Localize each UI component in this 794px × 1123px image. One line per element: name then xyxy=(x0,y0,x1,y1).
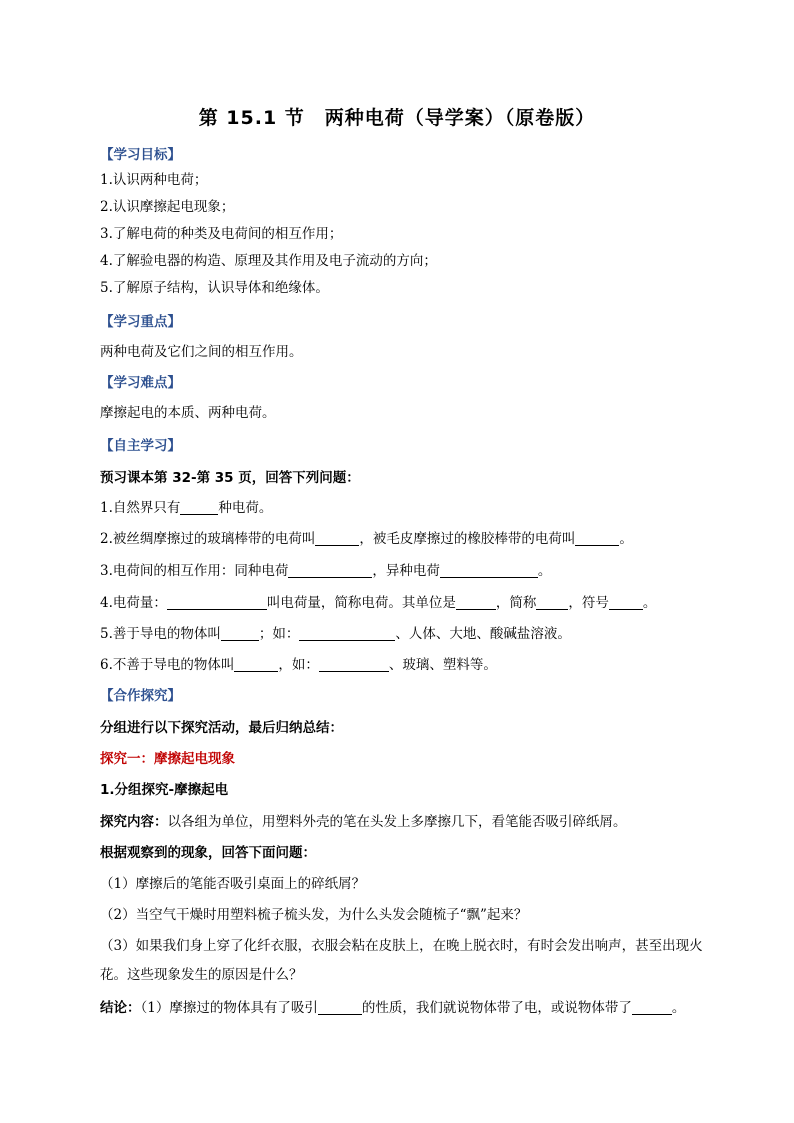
explore-1-title xyxy=(100,750,740,768)
content-text: 以各组为单位，用塑料外壳的笔在头发上多摩擦几下，看笔能否吸引碎纸屑。 xyxy=(167,814,627,830)
coop-heading: 【合作探究】 xyxy=(100,688,181,704)
q1-text: 1.自然界只有 xyxy=(100,500,181,516)
goals-heading: 【学习目标】 xyxy=(100,147,181,163)
q2-text: 2.被丝绸摩擦过的玻璃棒带的电荷叫 xyxy=(100,531,316,547)
content-label: 探究内容： xyxy=(100,814,168,830)
goal-item: 3.了解电荷的种类及电荷间的相互作用； xyxy=(100,226,343,242)
answer-blank xyxy=(221,626,259,641)
q3-text-end: 。 xyxy=(537,563,552,579)
conclusion-text: （1）摩擦过的物体具有了吸引 xyxy=(140,1000,318,1016)
answer-blank xyxy=(318,1000,362,1015)
q2-text-end: 。 xyxy=(619,531,633,547)
answer-blank xyxy=(456,595,496,610)
q5-text: 5.善于导电的物体叫 xyxy=(100,626,221,642)
answer-blank xyxy=(319,657,389,672)
q6-text: 6.不善于导电的物体叫 xyxy=(100,657,235,673)
goal-item: 5.了解原子结构，认识导体和绝缘体。 xyxy=(100,280,329,296)
answer-blank xyxy=(234,657,278,672)
question-2 xyxy=(100,530,740,548)
question-6 xyxy=(100,656,740,674)
question-4 xyxy=(100,594,740,612)
answer-blank xyxy=(315,531,359,546)
answer-blank xyxy=(288,563,372,578)
q2-text-mid: ，被毛皮摩擦过的橡胶棒带的电荷叫 xyxy=(359,531,576,547)
explore-content xyxy=(100,813,740,831)
difficulty-heading: 【学习难点】 xyxy=(100,375,181,391)
coop-intro: 分组进行以下探究活动，最后归纳总结： xyxy=(100,720,343,736)
q4-text: 4.电荷量： xyxy=(100,595,167,611)
goal-item: 4.了解验电器的构造、原理及其作用及电子流动的方向； xyxy=(100,253,437,269)
q4-text-d: ，符号 xyxy=(568,595,609,611)
q6-text-end: 、玻璃、塑料等。 xyxy=(388,657,497,673)
answer-blank xyxy=(609,595,643,610)
q4-text-end: 。 xyxy=(642,595,657,611)
answer-blank xyxy=(536,595,568,610)
answer-blank xyxy=(575,531,619,546)
observe-prompt: 根据观察到的现象，回答下面问题： xyxy=(100,845,316,861)
goal-item: 1.认识两种电荷； xyxy=(100,172,208,188)
conclusion-label: 结论： xyxy=(100,1000,141,1016)
page-title: 第 15.1 节 两种电荷（导学案）（原卷版） xyxy=(198,107,596,129)
conclusion xyxy=(100,999,740,1017)
focus-heading: 【学习重点】 xyxy=(100,314,181,330)
answer-blank xyxy=(167,595,267,610)
explore-1-subtitle: 1.分组探究-摩擦起电 xyxy=(100,782,229,798)
q3-text-mid: ，异种电荷 xyxy=(372,563,440,579)
answer-blank xyxy=(180,500,218,515)
answer-blank xyxy=(632,1000,672,1015)
self-study-intro: 预习课本第 32-第 35 页，回答下列问题： xyxy=(100,470,360,486)
q6-text-mid: ，如： xyxy=(278,657,319,673)
observe-question-1: （1）摩擦后的笔能否吸引桌面上的碎纸屑？ xyxy=(100,876,366,892)
observe-question-3: （3）如果我们身上穿了化纤衣服，衣服会粘在皮肤上，在晚上脱衣时，有时会发出响声，甚至出现火 xyxy=(100,938,703,954)
goal-item: 2.认识摩擦起电现象； xyxy=(100,199,235,215)
answer-blank xyxy=(440,563,538,578)
q4-text-b: 叫电荷量，简称电荷。其单位是 xyxy=(266,595,456,611)
q4-text-c: ，简称 xyxy=(495,595,537,611)
self-study-heading: 【自主学习】 xyxy=(100,438,181,454)
conclusion-text-mid: 的性质，我们就说物体带了电，或说物体带了 xyxy=(361,1000,632,1016)
q1-text-end: 种电荷。 xyxy=(218,500,273,516)
answer-blank xyxy=(299,626,395,641)
observe-question-3-cont: 花。这些现象发生的原因是什么？ xyxy=(100,967,303,983)
focus-text: 两种电荷及它们之间的相互作用。 xyxy=(100,344,303,360)
q5-text-end: 、人体、大地、酸碱盐溶液。 xyxy=(395,626,571,642)
conclusion-text-end: 。 xyxy=(671,1000,686,1016)
difficulty-text: 摩擦起电的本质、两种电荷。 xyxy=(100,405,276,421)
question-3 xyxy=(100,562,740,580)
q5-text-mid: ；如： xyxy=(258,626,300,642)
observe-question-2: （2）当空气干燥时用塑料梳子梳头发，为什么头发会随梳子“飘”起来？ xyxy=(100,907,528,923)
explore-1-label: 探究一：摩擦起电现象 xyxy=(100,751,235,767)
question-5 xyxy=(100,625,740,643)
question-1 xyxy=(100,499,740,517)
q3-text: 3.电荷间的相互作用：同种电荷 xyxy=(100,563,289,579)
